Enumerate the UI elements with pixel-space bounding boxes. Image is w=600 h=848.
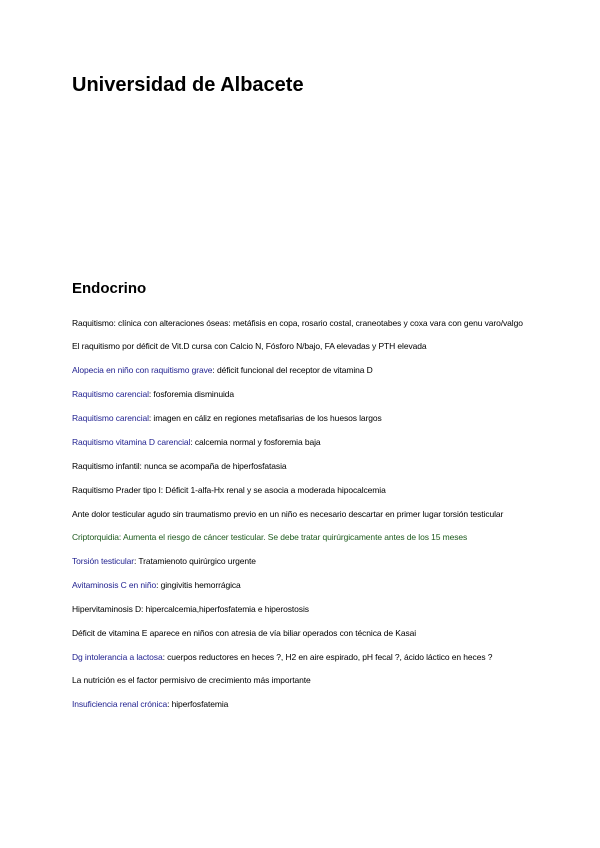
list-item [72,436,532,449]
list-item [72,603,532,616]
entry-text: Raquitismo Prader tipo I: Déficit 1-alfa-Hx renal y se asocia a moderada hipocalcemia [72,485,386,495]
entry-text: Déficit de vitamina E aparece en niños con atresia de vía biliar operados con técnica de Kasai [72,628,417,638]
list-item [72,388,532,401]
list-item [72,364,532,377]
list-item [72,317,532,330]
list-item [72,555,532,568]
list-item [72,508,532,521]
entry-text: El raquitismo por déficit de Vit.D cursa con Calcio N, Fósforo N/bajo, FA elevadas y PTH elevada [72,341,427,351]
list-item [72,412,532,425]
entry-text: : fosforemia disminuida [148,389,235,399]
list-item [72,531,532,544]
entry-text: : calcemia normal y fosforemia baja [190,437,321,447]
list-item [72,627,532,640]
entry-text: : gingivitis hemorrágica [156,580,241,590]
entry-text: : imagen en cáliz en regiones metafisarias de los huesos largos [148,413,382,423]
list-item [72,579,532,592]
note-list [72,317,532,722]
entry-highlight: Raquitismo carencial [72,413,149,423]
list-item [72,460,532,473]
entry-text: : Tratamienoto quirúrgico urgente [133,556,256,566]
entry-text: Hipervitaminosis D: hipercalcemia,hiperfosfatemia e hiperostosis [72,604,309,614]
entry-text: Raquitismo: clínica con alteraciones óseas: metáfisis en copa, rosario costal, craneotabes y coxa vara con genu varo/valgo [72,318,523,328]
entry-green-text: Criptorquidia: Aumenta el riesgo de cáncer testicular. Se debe tratar quirúrgicamente antes de los 15 meses [72,532,468,542]
document-title: Universidad de Albacete [72,74,304,96]
entry-text: La nutrición es el factor permisivo de crecimiento más importante [72,675,311,685]
list-item [72,698,532,711]
entry-highlight: Insuficiencia renal crónica [72,699,168,709]
entry-highlight: Alopecia en niño con raquitismo grave [72,365,213,375]
section-title: Endocrino [72,280,147,297]
list-item [72,340,532,353]
entry-highlight: Raquitismo carencial [72,389,149,399]
list-item [72,651,532,664]
entry-text: : hiperfosfatemia [167,699,229,709]
entry-highlight: Dg intolerancia a lactosa [72,652,163,662]
list-item [72,484,532,497]
entry-text: Ante dolor testicular agudo sin traumatismo previo en un niño es necesario descartar en primer lugar torsión testicular [72,509,504,519]
list-item [72,674,532,687]
entry-text: : déficit funcional del receptor de vitamina D [212,365,373,375]
entry-highlight: Torsión testicular [72,556,134,566]
entry-highlight: Avitaminosis C en niño [72,580,157,590]
entry-highlight: Raquitismo vitamina D carencial [72,437,191,447]
entry-text: Raquitismo infantil: nunca se acompaña de hiperfosfatasia [72,461,287,471]
entry-text: : cuerpos reductores en heces ?, H2 en aire espirado, pH fecal ?, ácido láctico en heces ? [162,652,493,662]
